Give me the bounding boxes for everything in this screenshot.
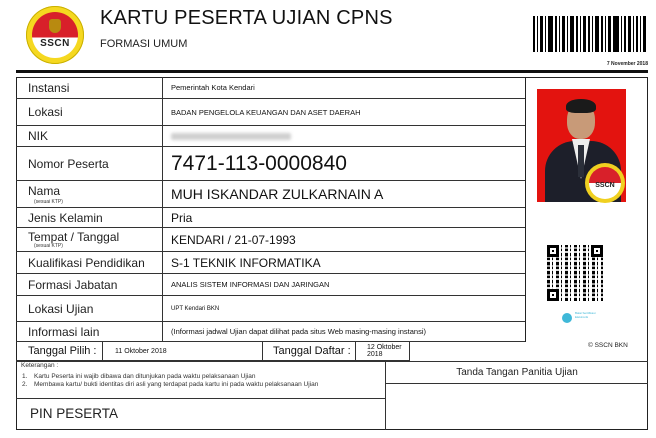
field-row-instansi — [16, 77, 525, 99]
field-value-informasi-lain: (Informasi jadwal Ujian dapat dilihat pada situs Web masing-masing instansi) — [171, 327, 426, 336]
bsre-text: Balai Sertifikasi Elektronik — [575, 311, 596, 319]
field-label: Formasi Jabatan — [16, 274, 163, 295]
sscn-logo — [26, 6, 84, 64]
tanggal-daftar-label: Tanggal Daftar : — [273, 345, 351, 357]
divider — [262, 342, 263, 361]
signature-title: Tanda Tangan Panitia Ujian — [386, 361, 648, 384]
field-row-lokasi-ujian — [16, 296, 525, 322]
barcode — [533, 16, 648, 52]
field-row-formasi-jabatan — [16, 274, 525, 296]
print-date: 7 November 2018 — [606, 61, 648, 67]
divider — [355, 342, 356, 361]
card-subtitle: FORMASI UMUM — [100, 38, 188, 50]
field-value-formasi-jabatan: ANALIS SISTEM INFORMASI DAN JARINGAN — [171, 280, 330, 289]
divider — [409, 342, 410, 361]
field-label: Jenis Kelamin — [16, 208, 163, 227]
keterangan-item: 2. Membawa kartu/ bukti identitas diri asli yang terdapat pada kartu ini pada waktu pelaksanaan Ujian — [22, 380, 319, 388]
field-value-kualifikasi: S-1 TEKNIK INFORMATIKA — [171, 255, 321, 270]
field-row-nama — [16, 181, 525, 208]
field-value-lokasi-ujian: UPT Kendari BKN — [171, 305, 220, 312]
field-value-instansi: Pemerintah Kota Kendari — [171, 83, 255, 92]
field-sublabel: (sesuai KTP) — [34, 243, 63, 249]
field-label: Lokasi — [16, 99, 163, 125]
field-value-nomor-peserta: 7471-113-0000840 — [171, 151, 347, 175]
divider — [102, 342, 103, 361]
keterangan-list — [22, 373, 318, 388]
tanggal-daftar-value: 12 Oktober 2018 — [367, 344, 402, 358]
bsre-logo-icon — [562, 313, 572, 323]
garuda-emblem-icon — [49, 19, 61, 33]
card-title: KARTU PESERTA UJIAN CPNS — [100, 7, 393, 29]
registration-dates-row — [16, 342, 409, 361]
photo-column-divider — [525, 77, 526, 342]
field-value-nama: MUH ISKANDAR ZULKARNAIN A — [171, 186, 384, 202]
field-label: Kualifikasi Pendidikan — [16, 252, 163, 273]
field-label: Informasi lain — [16, 322, 163, 341]
copyright: © SSCN BKN — [588, 342, 628, 349]
header-divider — [16, 70, 648, 73]
qr-code — [547, 245, 603, 301]
field-row-jenis-kelamin — [16, 208, 525, 228]
field-value-nik — [171, 126, 521, 146]
field-value-jenis-kelamin: Pria — [171, 210, 193, 225]
field-row-lokasi — [16, 99, 525, 126]
field-label: Lokasi Ujian — [16, 296, 163, 321]
field-value-tempat-tanggal: KENDARI / 21-07-1993 — [171, 232, 296, 247]
keterangan-item: 1. Kartu Peserta ini wajib dibawa dan ditunjukan pada waktu pelaksanaan Ujian — [22, 373, 256, 380]
divider — [16, 398, 385, 399]
field-label-nama: Nama (sesuai KTP) — [16, 181, 163, 207]
field-row-nomor-peserta — [16, 147, 525, 181]
field-row-informasi-lain — [16, 322, 525, 342]
pin-peserta-label: PIN PESERTA — [30, 406, 119, 421]
field-row-nik — [16, 126, 525, 147]
field-value-lokasi: BADAN PENGELOLA KEUANGAN DAN ASET DAERAH — [171, 107, 361, 117]
field-label: Instansi — [16, 77, 163, 98]
logo-text: SSCN — [40, 38, 70, 49]
field-row-kualifikasi — [16, 252, 525, 274]
nik-redacted — [171, 133, 291, 140]
field-label: Nomor Peserta — [16, 147, 163, 180]
field-row-tempat-tanggal — [16, 228, 525, 252]
field-label: NIK — [16, 126, 163, 146]
keterangan-title: Keterangan : — [21, 362, 59, 369]
tanggal-pilih-value: 11 Oktober 2018 — [115, 347, 167, 355]
sscn-stamp-icon: SSCN — [585, 163, 625, 203]
tanggal-pilih-label: Tanggal Pilih : — [28, 345, 97, 357]
field-label-tempat-tanggal: Tempat / Tanggal (sesuai KTP) — [16, 228, 163, 251]
field-sublabel: (sesuai KTP) — [34, 199, 63, 205]
